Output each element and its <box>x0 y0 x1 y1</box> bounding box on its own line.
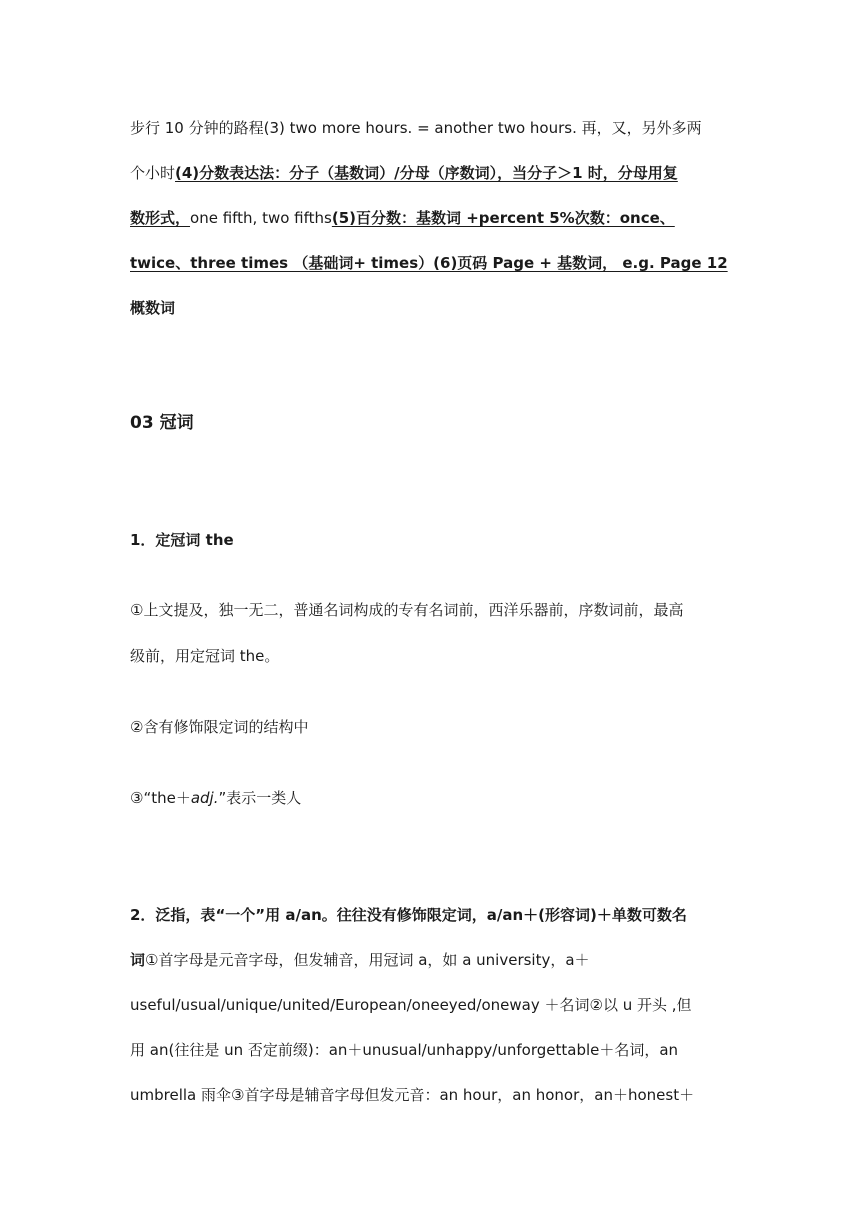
item3-line: ③“the＋adj.”表示一类人 <box>130 789 302 807</box>
item2-line: ②含有修饰限定词的结构中 <box>130 718 309 736</box>
para1-line4: twice、three times （基础词+ times）(6)页码 Page + 基数词， e.g. Page 12 <box>130 254 728 272</box>
subsection-heading-indefinite-article: 2．泛指，表“一个”用 a/an。往往没有修饰限定词，a/an＋(形容词)＋单数可数名 <box>130 906 687 924</box>
para1-line3: 数形式，one fifth, two fifths(5)百分数：基数词 +percent 5%次数：once、 <box>130 209 675 227</box>
sub2-line5: umbrella 雨伞③首字母是辅音字母但发元音：an hour，an honor，an＋honest＋ <box>130 1086 695 1104</box>
section-heading: 03 冠词 <box>130 413 194 433</box>
sub2-line4: 用 an(往往是 un 否定前缀)：an＋unusual/unhappy/unforgettable＋名词，an <box>130 1041 679 1059</box>
item1-line1: ①上文提及，独一无二，普通名词构成的专有名词前，西洋乐器前，序数词前，最高 <box>130 601 684 619</box>
item1-line2: 级前，用定冠词 the。 <box>130 647 280 665</box>
sub2-line2: 词①首字母是元音字母，但发辅音，用冠词 a，如 a university，a＋ <box>130 951 590 969</box>
sub2-line3: useful/usual/unique/united/European/oneeyed/oneway ＋名词②以 u 开头 ,但 <box>130 996 692 1014</box>
para1-line1: 步行 10 分钟的路程(3) two more hours. = another two hours. 再，又，另外多两 <box>130 119 702 137</box>
para1-line2: 个小时(4)分数表达法：分子（基数词）/分母（序数词），当分子＞1 时，分母用复 <box>130 164 678 182</box>
subsection-heading-definite-article: 1．定冠词 the <box>130 531 234 549</box>
para1-line5: 概数词 <box>130 299 176 317</box>
